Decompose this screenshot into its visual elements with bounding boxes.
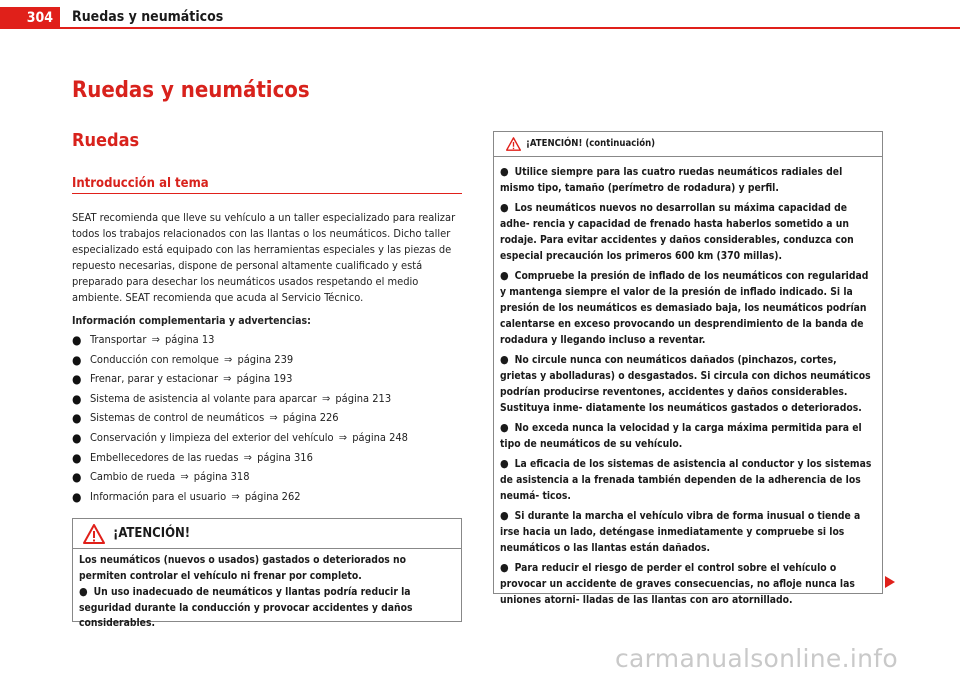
reference-text: Embellecedores de las ruedas xyxy=(90,450,239,464)
warning-item-text: Para reducir el riesgo de perder el control sobre el vehículo o provocar un accidente de graves consecuencias, no afloje nunca las uniones atorni- lladas de las llantas con aro atornillado. xyxy=(500,562,855,606)
bullet-icon: ● xyxy=(500,269,509,282)
bullet-icon: ● xyxy=(500,165,509,178)
warning-triangle-icon xyxy=(506,137,521,151)
double-arrow-icon: ⇒ xyxy=(231,489,240,503)
reference-item[interactable] xyxy=(72,332,464,352)
reference-text: Cambio de rueda xyxy=(90,470,176,484)
warning-box xyxy=(72,518,462,629)
reference-item[interactable] xyxy=(72,371,464,391)
reference-list xyxy=(72,332,464,508)
warning-continuation-box xyxy=(493,131,883,606)
reference-page: página 239 xyxy=(237,352,294,366)
warning-item-text: No circule nunca con neumáticos dañados (pinchazos, cortes, grietas y abolladuras) o desgastados. Si circula con dichos neumáticos podrían producirse reventones, accidentes y daños considerables. Sustituya inme- diatamente los neumáticos gastados o deteriorados. xyxy=(500,354,871,414)
reference-page: página 13 xyxy=(165,333,215,346)
warning-item xyxy=(500,268,876,348)
reference-page: página 316 xyxy=(257,450,313,464)
reference-text: Conservación y limpieza del exterior del vehículo xyxy=(90,430,334,444)
warning-continuation-body xyxy=(494,157,882,608)
warning-item xyxy=(500,420,876,452)
bullet-icon: ● xyxy=(72,470,82,485)
reference-item[interactable] xyxy=(72,489,464,509)
bullet-icon: ● xyxy=(79,585,88,598)
double-arrow-icon: ⇒ xyxy=(180,470,189,484)
bullet-icon: ● xyxy=(500,457,509,470)
warning-item-text: Si durante la marcha el vehículo vibra de forma inusual o tiende a irse hacia un lado, deténgase inmediatamente y compruebe si los neumáticos o las llantas están dañados. xyxy=(500,510,861,554)
header-rule xyxy=(60,27,960,29)
double-arrow-icon: ⇒ xyxy=(269,411,278,425)
double-arrow-icon: ⇒ xyxy=(321,391,331,405)
warning-continuation-title: ¡ATENCIÓN! (continuación) xyxy=(526,138,656,149)
reference-page: página 213 xyxy=(335,391,392,405)
warning-item-text: No exceda nunca la velocidad y la carga máxima permitida para el tipo de neumáticos de su vehículo. xyxy=(500,422,862,450)
bullet-icon: ● xyxy=(500,353,509,366)
warning-item-text: Los neumáticos nuevos no desarrollan su máxima capacidad de adhe- rencia y capacidad de frenado hasta haberlos sometido a un rodaje. Para evitar accidentes y daños considerables, conduzca con especial precaución los primeros 600 km (370 millas). xyxy=(500,202,854,262)
reference-item[interactable] xyxy=(72,352,464,372)
double-arrow-icon: ⇒ xyxy=(243,450,252,464)
warning-header xyxy=(73,519,461,549)
warning-item xyxy=(500,508,876,556)
bullet-icon: ● xyxy=(72,489,82,504)
warning-item xyxy=(500,456,876,504)
running-title: Ruedas y neumáticos xyxy=(72,9,224,25)
reference-text: Información para el usuario xyxy=(90,489,227,503)
warning-item xyxy=(500,164,876,196)
bullet-icon: ● xyxy=(72,450,82,465)
bullet-icon: ● xyxy=(72,333,82,347)
warning-item xyxy=(500,560,876,608)
warning-paragraph: Los neumáticos (nuevos o usados) gastados o deteriorados no permiten controlar el vehículo ni frenar por completo. xyxy=(79,554,407,582)
chapter-title: Ruedas y neumáticos xyxy=(72,78,310,103)
warning-body xyxy=(73,549,461,636)
subsection-rule xyxy=(72,193,462,194)
reference-item[interactable] xyxy=(72,391,464,411)
warning-bullet-item xyxy=(79,584,455,632)
warning-item xyxy=(500,352,876,416)
bullet-icon: ● xyxy=(500,201,509,214)
warning-bullet-text: Un uso inadecuado de neumáticos y llantas podría reducir la seguridad durante la conducción y provocar accidentes y daños considerables. xyxy=(79,586,413,629)
page-number: 304 xyxy=(0,7,60,29)
reference-item[interactable] xyxy=(72,469,464,489)
reference-item[interactable] xyxy=(72,450,464,470)
bullet-icon: ● xyxy=(72,352,82,367)
bullet-icon: ● xyxy=(72,391,82,406)
warning-item-text: Compruebe la presión de inflado de los neumáticos con regularidad y mantenga siempre el valor de la presión de inflado indicado. Si la presión de los neumáticos es demasiado baja, los neumáticos podrían calentarse en exceso provocando un desprendimiento de la banda de rodadura y llegando incluso a reventar. xyxy=(500,270,869,346)
double-arrow-icon: ⇒ xyxy=(151,333,160,346)
reference-page: página 248 xyxy=(352,430,408,444)
intro-paragraph: SEAT recomienda que lleve su vehículo a un taller especializado para realizar todos los trabajos relacionados con las llantas o los neumáticos. Dicho taller especializado está equipado con las herramientas especiales y las piezas de repuesto necesarias, dispone de personal altamente cualificado y está preparado para desechar los neumáticos usados respetando el medio ambiente. SEAT recomienda que acuda al Servicio Técnico. xyxy=(72,211,456,304)
section-title: Ruedas xyxy=(72,130,140,151)
reference-text: Sistemas de control de neumáticos xyxy=(90,411,265,425)
reference-text: Frenar, parar y estacionar xyxy=(90,372,219,386)
reference-text: Conducción con remolque xyxy=(90,352,219,366)
reference-item[interactable] xyxy=(72,410,464,430)
reference-page: página 193 xyxy=(236,372,293,386)
reference-item[interactable] xyxy=(72,430,464,450)
reference-text: Transportar xyxy=(90,333,147,346)
subsection-title: Introducción al tema xyxy=(72,176,209,191)
reference-page: página 318 xyxy=(193,470,250,484)
watermark: carmanualsonline.info xyxy=(615,644,898,673)
warning-item xyxy=(500,200,876,264)
continue-arrow-icon[interactable] xyxy=(885,576,895,588)
bullet-icon: ● xyxy=(500,561,509,574)
warning-triangle-icon xyxy=(83,524,105,544)
reference-page: página 262 xyxy=(244,489,301,503)
info-title: Información complementaria y advertencias: xyxy=(72,315,311,327)
warning-item-text: La eficacia de los sistemas de asistencia al conductor y los sistemas de asistencia a la frenada también dependen de la adherencia de los neumá- ticos. xyxy=(500,458,872,502)
double-arrow-icon: ⇒ xyxy=(223,352,233,366)
double-arrow-icon: ⇒ xyxy=(223,372,232,386)
bullet-icon: ● xyxy=(500,421,509,434)
warning-title: ¡ATENCIÓN! xyxy=(113,526,191,541)
warning-item-text: Utilice siempre para las cuatro ruedas neumáticos radiales del mismo tipo, tamaño (perímetro de rodadura) y perfil. xyxy=(500,166,843,194)
warning-continuation-header xyxy=(494,132,882,157)
bullet-icon: ● xyxy=(72,372,82,387)
double-arrow-icon: ⇒ xyxy=(338,430,348,444)
reference-page: página 226 xyxy=(282,411,339,425)
reference-text: Sistema de asistencia al volante para aparcar xyxy=(90,391,317,405)
bullet-icon: ● xyxy=(500,509,509,522)
bullet-icon: ● xyxy=(72,411,82,426)
bullet-icon: ● xyxy=(72,430,82,445)
